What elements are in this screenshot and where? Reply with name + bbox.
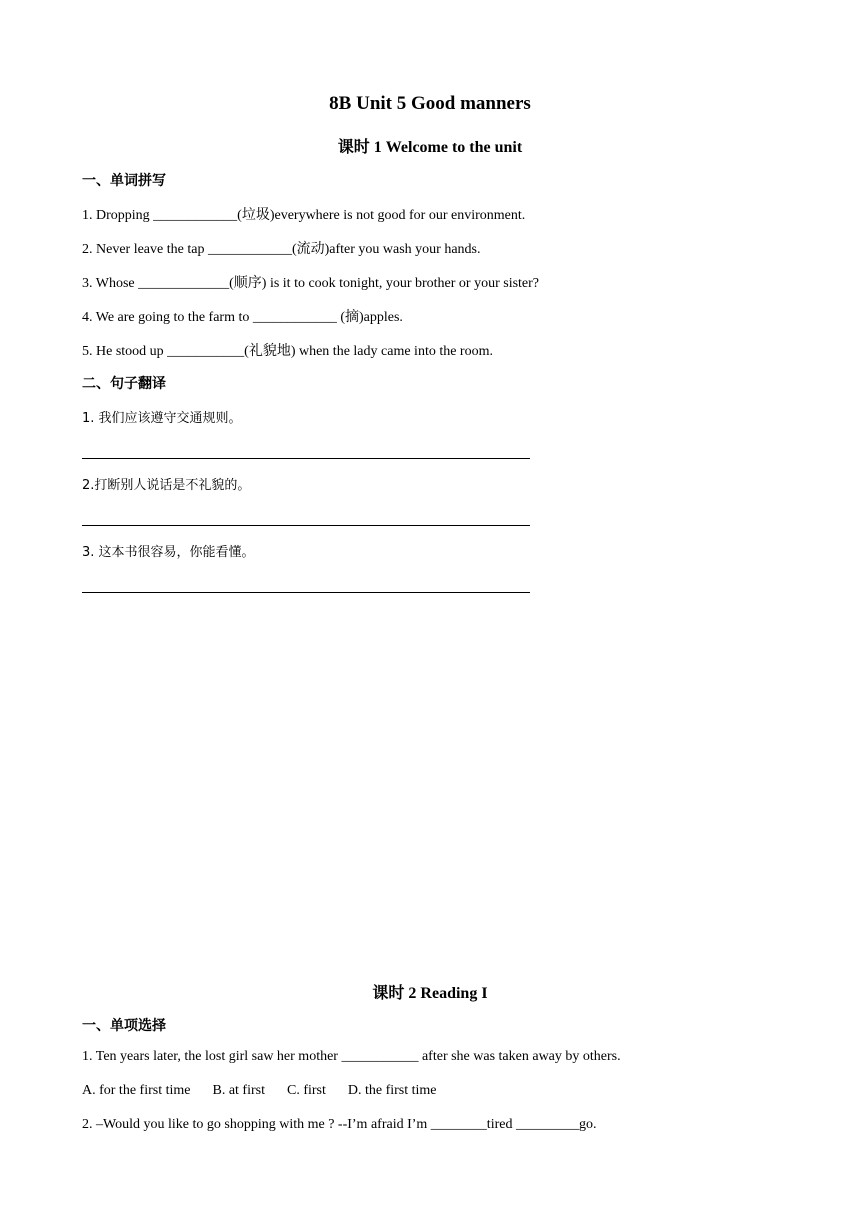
translation-item-1: 1. 我们应该遵守交通规则。 xyxy=(82,411,242,426)
spelling-item-1: 1. Dropping ____________(垃圾)everywhere is not good for our environment. xyxy=(82,208,526,223)
answer-line-3 xyxy=(82,592,530,593)
spelling-item-3: 3. Whose _____________(顺序) is it to cook tonight, your brother or your sister? xyxy=(82,276,540,291)
lesson2-title: 课时 2 Reading I xyxy=(372,985,488,1002)
spelling-item-5: 5. He stood up ___________(礼貌地) when the lady came into the room. xyxy=(82,344,493,359)
choice-question-1: 1. Ten years later, the lost girl saw her mother ___________ after she was taken away by others. xyxy=(82,1049,621,1064)
translation-item-2: 2.打断别人说话是不礼貌的。 xyxy=(82,478,251,493)
translation-item-3: 3. 这本书很容易，你能看懂。 xyxy=(82,545,255,560)
answer-line-2 xyxy=(82,525,530,526)
choice-options-1 xyxy=(82,1083,437,1099)
lesson1-title: 课时 1 Welcome to the unit xyxy=(337,139,523,156)
lesson2-section1-heading: 一、单项选择 xyxy=(82,1018,166,1034)
page-title: 8B Unit 5 Good manners xyxy=(329,93,531,114)
answer-line-1 xyxy=(82,458,530,459)
option-d: D. the first time xyxy=(347,1083,437,1098)
spelling-item-2: 2. Never leave the tap ____________(流动)after you wash your hands. xyxy=(82,242,481,257)
choice-question-2: 2. –Would you like to go shopping with me ? --I’m afraid I’m ________tired _________go. xyxy=(82,1117,597,1132)
lesson1-section1-heading: 一、单词拼写 xyxy=(82,173,166,189)
option-c: C. first xyxy=(286,1083,326,1098)
option-b: B. at first xyxy=(212,1083,265,1098)
option-a: A. for the first time xyxy=(82,1083,191,1098)
lesson1-section2-heading: 二、句子翻译 xyxy=(82,376,166,392)
spelling-item-4: 4. We are going to the farm to ____________ (摘)apples. xyxy=(82,310,403,325)
